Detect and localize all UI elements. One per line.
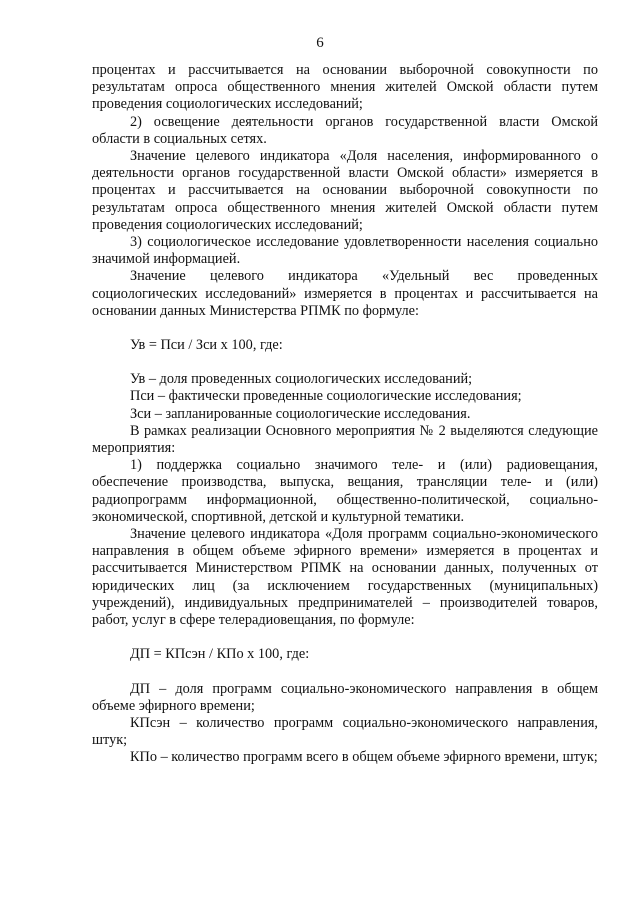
paragraph: В рамках реализации Основного мероприятия № 2 выделяются следующие мероприятия: [92, 422, 598, 457]
formula-definition: ДП – доля программ социально-экономического направления в общем объеме эфирного времени; [92, 680, 598, 714]
page-number: 6 [316, 35, 324, 51]
document-body [92, 62, 598, 767]
formula-definition: КПо – количество программ всего в общем объеме эфирного времени, штук; [130, 749, 598, 766]
formula-definition: Пси – фактически проведенные социологические исследования; [130, 388, 522, 405]
formula-definition: Зси – запланированные социологические исследования. [130, 405, 471, 422]
formula: ДП = КПсэн / КПо х 100, где: [130, 646, 310, 663]
paragraph: Значение целевого индикатора «Доля населения, информированного о деятельности органов государственной власти Омской области» измеряется в процентах и рассчитывается на основании выборочной совокупности по результатам опроса общественного мнения жителей Омской области путем проведения социологических исследований; [92, 148, 598, 233]
paragraph: Значение целевого индикатора «Доля программ социально-экономического направления в общем объеме эфирного времени» измеряется в процентах и рассчитывается Министерством РПМК на основании данных, полученных от юридических лиц (за исключением государственных (муниципальных) учреждений), индивидуальных предпринимателей – производителей товаров, работ, услуг в сфере телерадиовещания, по формуле: [92, 526, 598, 629]
list-item: 1) поддержка социально значимого теле- и (или) радиовещания, обеспечение производства, выпуска, вещания, трансляции теле- и (или) радиопрограмм информационной, общественно-политической, социально-экономической, спортивной, детской и культурной тематики. [92, 457, 598, 525]
list-item: 3) социологическое исследование удовлетворенности населения социально значимой информацией. [92, 234, 598, 268]
formula-definition: Ув – доля проведенных социологических исследований; [130, 371, 473, 388]
formula: Ув = Пси / Зси х 100, где: [130, 337, 283, 354]
list-item: 2) освещение деятельности органов государственной власти Омской области в социальных сетях. [92, 113, 598, 147]
formula-definition: КПсэн – количество программ социально-экономического направления, штук; [92, 714, 598, 749]
paragraph: процентах и рассчитывается на основании выборочной совокупности по результатам опроса общественного мнения жителей Омской области путем проведения социологических исследований; [92, 62, 598, 113]
paragraph: Значение целевого индикатора «Удельный вес проведенных социологических исследований» измеряется в процентах и рассчитывается на основании данных Министерства РПМК по формуле: [92, 268, 598, 319]
